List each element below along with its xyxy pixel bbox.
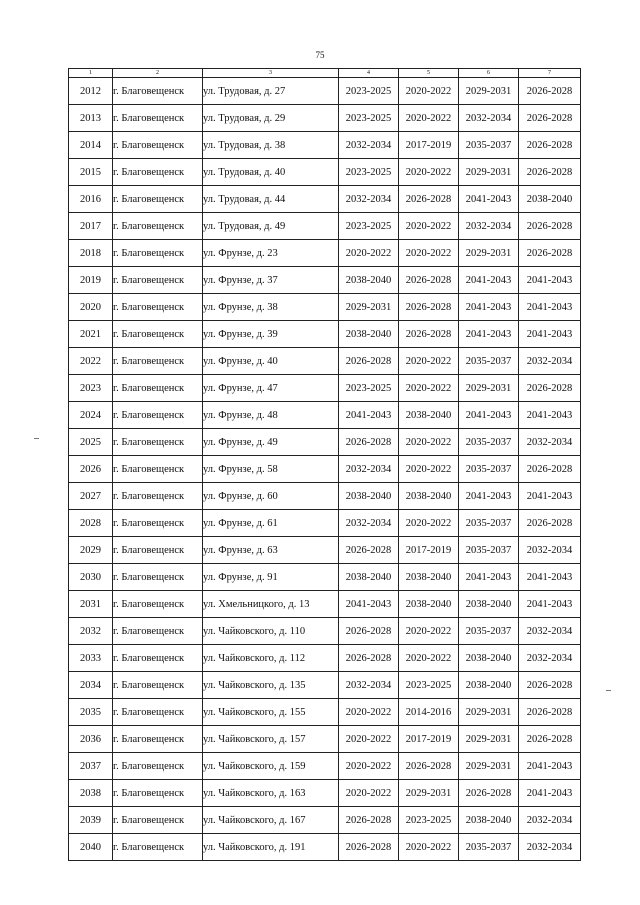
period-col5-cell: 2020-2022 [399, 618, 459, 645]
row-number: 2030 [69, 564, 113, 591]
period-col7-cell: 2032-2034 [519, 618, 581, 645]
period-col6-cell: 2041-2043 [459, 267, 519, 294]
column-header: 1 [69, 69, 113, 78]
address-cell: ул. Фрунзе, д. 91 [203, 564, 339, 591]
period-col4-cell: 2023-2025 [339, 375, 399, 402]
register-table [68, 68, 581, 861]
row-number: 2033 [69, 645, 113, 672]
period-col7-cell: 2041-2043 [519, 402, 581, 429]
table-row [69, 834, 581, 861]
table-row [69, 483, 581, 510]
row-number: 2038 [69, 780, 113, 807]
period-col5-cell: 2020-2022 [399, 213, 459, 240]
period-col6-cell: 2035-2037 [459, 456, 519, 483]
period-col4-cell: 2038-2040 [339, 267, 399, 294]
period-col5-cell: 2020-2022 [399, 78, 459, 105]
period-col7-cell: 2026-2028 [519, 159, 581, 186]
period-col7-cell: 2032-2034 [519, 807, 581, 834]
period-col6-cell: 2029-2031 [459, 240, 519, 267]
table-row [69, 456, 581, 483]
table-header [69, 69, 581, 78]
period-col7-cell: 2041-2043 [519, 780, 581, 807]
address-cell: ул. Фрунзе, д. 40 [203, 348, 339, 375]
period-col5-cell: 2020-2022 [399, 645, 459, 672]
address-cell: ул. Трудовая, д. 40 [203, 159, 339, 186]
period-col5-cell: 2014-2016 [399, 699, 459, 726]
period-col6-cell: 2035-2037 [459, 537, 519, 564]
period-col4-cell: 2020-2022 [339, 753, 399, 780]
period-col5-cell: 2026-2028 [399, 321, 459, 348]
period-col4-cell: 2020-2022 [339, 699, 399, 726]
period-col6-cell: 2038-2040 [459, 807, 519, 834]
period-col6-cell: 2029-2031 [459, 375, 519, 402]
row-number: 2039 [69, 807, 113, 834]
period-col5-cell: 2023-2025 [399, 807, 459, 834]
period-col6-cell: 2026-2028 [459, 780, 519, 807]
period-col6-cell: 2029-2031 [459, 159, 519, 186]
period-col5-cell: 2020-2022 [399, 105, 459, 132]
table-row [69, 267, 581, 294]
period-col7-cell: 2026-2028 [519, 726, 581, 753]
period-col5-cell: 2020-2022 [399, 429, 459, 456]
period-col6-cell: 2029-2031 [459, 726, 519, 753]
address-cell: ул. Чайковского, д. 112 [203, 645, 339, 672]
period-col5-cell: 2026-2028 [399, 186, 459, 213]
period-col7-cell: 2026-2028 [519, 240, 581, 267]
period-col4-cell: 2023-2025 [339, 78, 399, 105]
period-col7-cell: 2038-2040 [519, 186, 581, 213]
city-cell: г. Благовещенск [113, 213, 203, 240]
period-col5-cell: 2038-2040 [399, 591, 459, 618]
period-col7-cell: 2032-2034 [519, 834, 581, 861]
row-number: 2036 [69, 726, 113, 753]
row-number: 2040 [69, 834, 113, 861]
period-col4-cell: 2032-2034 [339, 186, 399, 213]
city-cell: г. Благовещенск [113, 726, 203, 753]
period-col4-cell: 2032-2034 [339, 672, 399, 699]
row-number: 2020 [69, 294, 113, 321]
address-cell: ул. Трудовая, д. 44 [203, 186, 339, 213]
row-number: 2028 [69, 510, 113, 537]
table-row [69, 240, 581, 267]
row-number: 2021 [69, 321, 113, 348]
period-col4-cell: 2026-2028 [339, 348, 399, 375]
city-cell: г. Благовещенск [113, 564, 203, 591]
period-col5-cell: 2023-2025 [399, 672, 459, 699]
period-col5-cell: 2029-2031 [399, 780, 459, 807]
period-col5-cell: 2020-2022 [399, 375, 459, 402]
period-col5-cell: 2017-2019 [399, 537, 459, 564]
period-col7-cell: 2041-2043 [519, 564, 581, 591]
city-cell: г. Благовещенск [113, 132, 203, 159]
period-col7-cell: 2041-2043 [519, 591, 581, 618]
period-col4-cell: 2032-2034 [339, 510, 399, 537]
row-number: 2018 [69, 240, 113, 267]
period-col5-cell: 2026-2028 [399, 267, 459, 294]
period-col6-cell: 2041-2043 [459, 402, 519, 429]
row-number: 2015 [69, 159, 113, 186]
city-cell: г. Благовещенск [113, 699, 203, 726]
address-cell: ул. Чайковского, д. 191 [203, 834, 339, 861]
address-cell: ул. Фрунзе, д. 47 [203, 375, 339, 402]
table-row [69, 618, 581, 645]
period-col5-cell: 2038-2040 [399, 564, 459, 591]
period-col6-cell: 2035-2037 [459, 132, 519, 159]
period-col6-cell: 2029-2031 [459, 699, 519, 726]
column-header: 4 [339, 69, 399, 78]
period-col6-cell: 2029-2031 [459, 753, 519, 780]
address-cell: ул. Фрунзе, д. 38 [203, 294, 339, 321]
city-cell: г. Благовещенск [113, 834, 203, 861]
period-col6-cell: 2041-2043 [459, 294, 519, 321]
address-cell: ул. Трудовая, д. 38 [203, 132, 339, 159]
period-col7-cell: 2041-2043 [519, 321, 581, 348]
table-row [69, 591, 581, 618]
address-cell: ул. Чайковского, д. 163 [203, 780, 339, 807]
table-row [69, 699, 581, 726]
row-number: 2029 [69, 537, 113, 564]
table-row [69, 321, 581, 348]
period-col6-cell: 2038-2040 [459, 591, 519, 618]
city-cell: г. Благовещенск [113, 240, 203, 267]
city-cell: г. Благовещенск [113, 591, 203, 618]
city-cell: г. Благовещенск [113, 78, 203, 105]
table-row [69, 645, 581, 672]
city-cell: г. Благовещенск [113, 429, 203, 456]
scan-mark-left [34, 438, 39, 439]
address-cell: ул. Фрунзе, д. 58 [203, 456, 339, 483]
period-col4-cell: 2032-2034 [339, 132, 399, 159]
period-col5-cell: 2020-2022 [399, 834, 459, 861]
table-row [69, 348, 581, 375]
period-col4-cell: 2023-2025 [339, 159, 399, 186]
table-row [69, 780, 581, 807]
period-col5-cell: 2020-2022 [399, 456, 459, 483]
period-col5-cell: 2026-2028 [399, 753, 459, 780]
column-header: 2 [113, 69, 203, 78]
table-row [69, 564, 581, 591]
city-cell: г. Благовещенск [113, 402, 203, 429]
scan-mark-right [606, 690, 611, 691]
table-row [69, 213, 581, 240]
address-cell: ул. Трудовая, д. 29 [203, 105, 339, 132]
period-col7-cell: 2041-2043 [519, 753, 581, 780]
period-col6-cell: 2032-2034 [459, 213, 519, 240]
period-col4-cell: 2026-2028 [339, 618, 399, 645]
table-row [69, 510, 581, 537]
city-cell: г. Благовещенск [113, 618, 203, 645]
period-col4-cell: 2020-2022 [339, 240, 399, 267]
address-cell: ул. Фрунзе, д. 39 [203, 321, 339, 348]
table-row [69, 375, 581, 402]
row-number: 2023 [69, 375, 113, 402]
period-col4-cell: 2026-2028 [339, 429, 399, 456]
period-col4-cell: 2032-2034 [339, 456, 399, 483]
period-col7-cell: 2032-2034 [519, 348, 581, 375]
city-cell: г. Благовещенск [113, 537, 203, 564]
table-row [69, 294, 581, 321]
address-cell: ул. Чайковского, д. 135 [203, 672, 339, 699]
table-row [69, 159, 581, 186]
period-col6-cell: 2035-2037 [459, 429, 519, 456]
row-number: 2022 [69, 348, 113, 375]
period-col4-cell: 2023-2025 [339, 213, 399, 240]
period-col5-cell: 2020-2022 [399, 159, 459, 186]
column-header: 6 [459, 69, 519, 78]
address-cell: ул. Трудовая, д. 27 [203, 78, 339, 105]
row-number: 2014 [69, 132, 113, 159]
address-cell: ул. Чайковского, д. 157 [203, 726, 339, 753]
row-number: 2019 [69, 267, 113, 294]
address-cell: ул. Фрунзе, д. 23 [203, 240, 339, 267]
period-col7-cell: 2041-2043 [519, 294, 581, 321]
period-col4-cell: 2023-2025 [339, 105, 399, 132]
table-row [69, 186, 581, 213]
city-cell: г. Благовещенск [113, 456, 203, 483]
period-col7-cell: 2026-2028 [519, 375, 581, 402]
period-col7-cell: 2026-2028 [519, 105, 581, 132]
period-col5-cell: 2017-2019 [399, 726, 459, 753]
period-col7-cell: 2041-2043 [519, 267, 581, 294]
period-col4-cell: 2020-2022 [339, 726, 399, 753]
period-col4-cell: 2041-2043 [339, 591, 399, 618]
row-number: 2032 [69, 618, 113, 645]
period-col6-cell: 2041-2043 [459, 483, 519, 510]
row-number: 2016 [69, 186, 113, 213]
column-header: 7 [519, 69, 581, 78]
row-number: 2013 [69, 105, 113, 132]
period-col7-cell: 2032-2034 [519, 645, 581, 672]
period-col7-cell: 2026-2028 [519, 213, 581, 240]
city-cell: г. Благовещенск [113, 645, 203, 672]
city-cell: г. Благовещенск [113, 753, 203, 780]
period-col4-cell: 2041-2043 [339, 402, 399, 429]
period-col4-cell: 2029-2031 [339, 294, 399, 321]
address-cell: ул. Фрунзе, д. 49 [203, 429, 339, 456]
period-col6-cell: 2035-2037 [459, 510, 519, 537]
period-col6-cell: 2032-2034 [459, 105, 519, 132]
period-col5-cell: 2038-2040 [399, 483, 459, 510]
period-col4-cell: 2026-2028 [339, 537, 399, 564]
address-cell: ул. Трудовая, д. 49 [203, 213, 339, 240]
header-row [69, 69, 581, 78]
period-col4-cell: 2038-2040 [339, 321, 399, 348]
period-col7-cell: 2026-2028 [519, 78, 581, 105]
city-cell: г. Благовещенск [113, 780, 203, 807]
city-cell: г. Благовещенск [113, 348, 203, 375]
period-col4-cell: 2026-2028 [339, 834, 399, 861]
row-number: 2031 [69, 591, 113, 618]
address-cell: ул. Фрунзе, д. 60 [203, 483, 339, 510]
period-col4-cell: 2026-2028 [339, 645, 399, 672]
period-col4-cell: 2038-2040 [339, 564, 399, 591]
address-cell: ул. Чайковского, д. 110 [203, 618, 339, 645]
address-cell: ул. Фрунзе, д. 63 [203, 537, 339, 564]
period-col7-cell: 2032-2034 [519, 429, 581, 456]
period-col4-cell: 2038-2040 [339, 483, 399, 510]
page-number: 75 [315, 50, 325, 60]
period-col6-cell: 2041-2043 [459, 321, 519, 348]
column-header: 3 [203, 69, 339, 78]
table-row [69, 429, 581, 456]
period-col6-cell: 2035-2037 [459, 348, 519, 375]
period-col6-cell: 2035-2037 [459, 618, 519, 645]
period-col7-cell: 2026-2028 [519, 132, 581, 159]
period-col5-cell: 2020-2022 [399, 240, 459, 267]
table-row [69, 105, 581, 132]
period-col7-cell: 2041-2043 [519, 483, 581, 510]
period-col4-cell: 2026-2028 [339, 807, 399, 834]
table-row [69, 402, 581, 429]
period-col5-cell: 2020-2022 [399, 348, 459, 375]
period-col4-cell: 2020-2022 [339, 780, 399, 807]
row-number: 2037 [69, 753, 113, 780]
row-number: 2026 [69, 456, 113, 483]
period-col6-cell: 2038-2040 [459, 672, 519, 699]
period-col6-cell: 2041-2043 [459, 186, 519, 213]
period-col6-cell: 2029-2031 [459, 78, 519, 105]
table-row [69, 753, 581, 780]
period-col6-cell: 2035-2037 [459, 834, 519, 861]
address-cell: ул. Чайковского, д. 159 [203, 753, 339, 780]
table-row [69, 807, 581, 834]
column-header: 5 [399, 69, 459, 78]
city-cell: г. Благовещенск [113, 321, 203, 348]
city-cell: г. Благовещенск [113, 105, 203, 132]
address-cell: ул. Чайковского, д. 167 [203, 807, 339, 834]
table-row [69, 726, 581, 753]
city-cell: г. Благовещенск [113, 186, 203, 213]
city-cell: г. Благовещенск [113, 807, 203, 834]
row-number: 2035 [69, 699, 113, 726]
period-col7-cell: 2026-2028 [519, 456, 581, 483]
period-col7-cell: 2026-2028 [519, 672, 581, 699]
period-col7-cell: 2026-2028 [519, 699, 581, 726]
row-number: 2017 [69, 213, 113, 240]
row-number: 2034 [69, 672, 113, 699]
city-cell: г. Благовещенск [113, 483, 203, 510]
table-row [69, 537, 581, 564]
period-col5-cell: 2026-2028 [399, 294, 459, 321]
table-body [69, 78, 581, 861]
city-cell: г. Благовещенск [113, 267, 203, 294]
city-cell: г. Благовещенск [113, 375, 203, 402]
city-cell: г. Благовещенск [113, 510, 203, 537]
period-col7-cell: 2026-2028 [519, 510, 581, 537]
table-row [69, 78, 581, 105]
address-cell: ул. Чайковского, д. 155 [203, 699, 339, 726]
address-cell: ул. Фрунзе, д. 48 [203, 402, 339, 429]
row-number: 2012 [69, 78, 113, 105]
table-row [69, 672, 581, 699]
city-cell: г. Благовещенск [113, 672, 203, 699]
table-row [69, 132, 581, 159]
row-number: 2024 [69, 402, 113, 429]
row-number: 2025 [69, 429, 113, 456]
period-col5-cell: 2017-2019 [399, 132, 459, 159]
city-cell: г. Благовещенск [113, 294, 203, 321]
city-cell: г. Благовещенск [113, 159, 203, 186]
address-cell: ул. Хмельницкого, д. 13 [203, 591, 339, 618]
address-cell: ул. Фрунзе, д. 37 [203, 267, 339, 294]
period-col6-cell: 2038-2040 [459, 645, 519, 672]
period-col6-cell: 2041-2043 [459, 564, 519, 591]
period-col5-cell: 2038-2040 [399, 402, 459, 429]
address-cell: ул. Фрунзе, д. 61 [203, 510, 339, 537]
period-col5-cell: 2020-2022 [399, 510, 459, 537]
row-number: 2027 [69, 483, 113, 510]
period-col7-cell: 2032-2034 [519, 537, 581, 564]
